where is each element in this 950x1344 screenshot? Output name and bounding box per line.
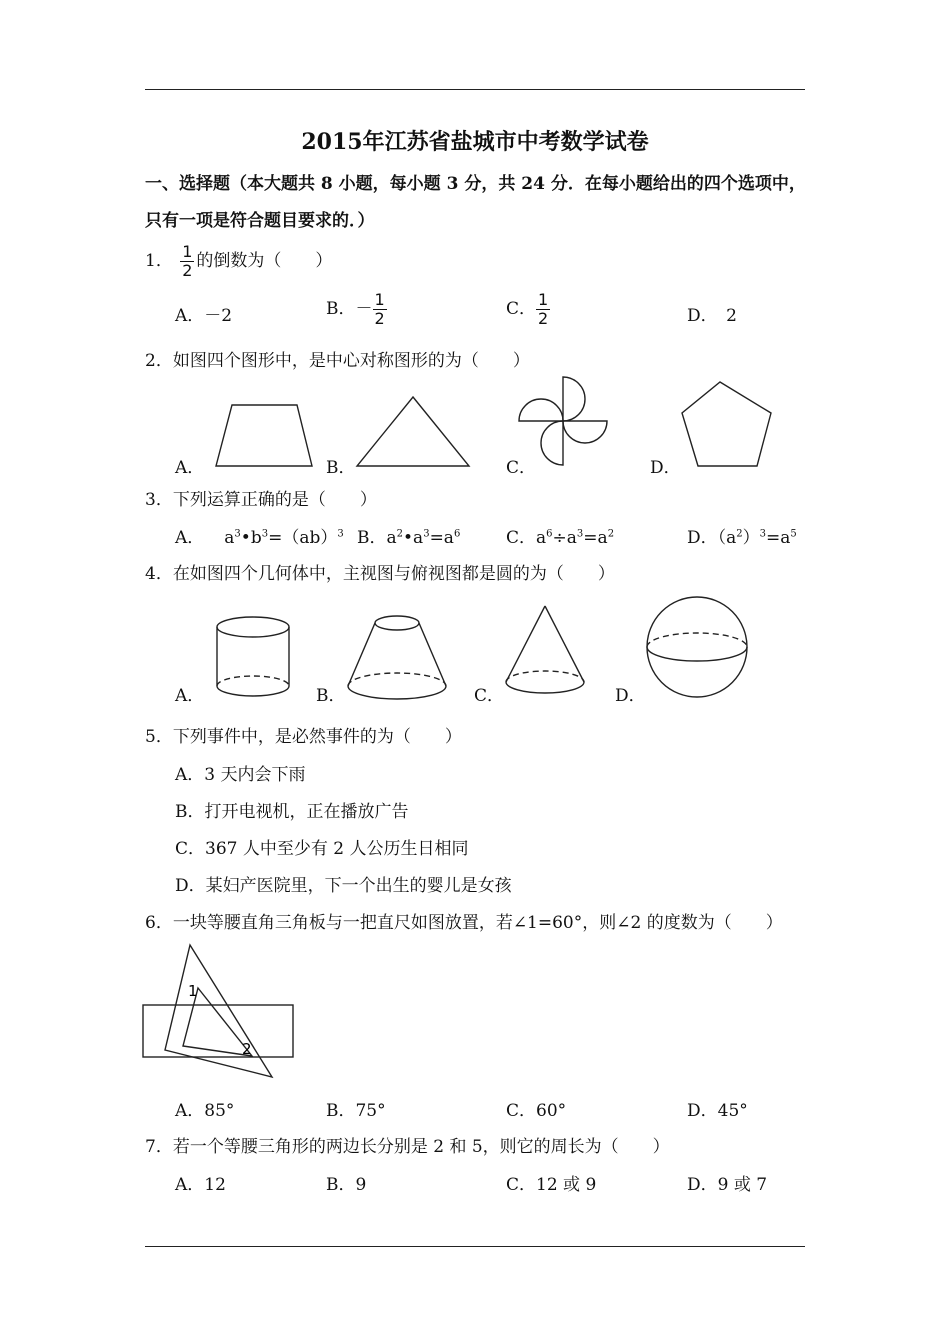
q2-label-c[interactable]: C．: [506, 458, 537, 478]
q4-label-b[interactable]: B．: [316, 686, 346, 706]
q3-b-part1: a: [386, 528, 397, 548]
q3-c-exp3: 2: [607, 528, 615, 540]
q3-b-part2: •a: [403, 528, 424, 548]
q4-label-d[interactable]: D．: [615, 686, 646, 706]
q3-b-exp3: 6: [453, 528, 461, 540]
q3-b-label: B．: [357, 528, 387, 548]
q6-option-a[interactable]: A．85°: [175, 1101, 235, 1121]
q3-c-part1: a: [536, 528, 547, 548]
q2-label-b[interactable]: B．: [326, 458, 356, 478]
q1-option-b-den: 2: [374, 309, 385, 328]
q5-option-a[interactable]: A．3 天内会下雨: [175, 765, 306, 785]
q1-option-b-num: 1: [374, 290, 385, 309]
q5-option-c[interactable]: C．367 人中至少有 2 人公历生日相同: [175, 839, 469, 859]
q6-option-d[interactable]: D．45°: [687, 1101, 748, 1121]
q2-label-d[interactable]: D．: [650, 458, 681, 478]
q3-c-exp1: 6: [546, 528, 553, 540]
q7-option-c[interactable]: C．12 或 9: [506, 1175, 597, 1195]
q3-d-exp3: 5: [790, 528, 797, 540]
q1-option-b-label: B．－: [326, 299, 373, 319]
q3-c-label: C．: [506, 528, 537, 548]
q3-d-exp2: 3: [759, 528, 767, 540]
q1-option-a[interactable]: A．－2: [175, 306, 233, 326]
q4-stem: 4．在如图四个几何体中，主视图与俯视图都是圆的为（ ）: [145, 564, 615, 584]
q5-stem: 5．下列事件中，是必然事件的为（ ）: [145, 727, 462, 747]
q3-c-part2: ÷a: [552, 528, 577, 548]
q7-option-d[interactable]: D．9 或 7: [687, 1175, 768, 1195]
q3-d-label: D．（a: [687, 528, 737, 548]
q2-stem: 2．如图四个图形中，是中心对称图形的为（ ）: [145, 351, 530, 371]
q7-option-a[interactable]: A．12: [175, 1175, 226, 1195]
q3-b-exp2: 3: [423, 528, 430, 540]
q1-frac-den: 2: [182, 261, 193, 280]
q3-a-label: A．: [175, 528, 205, 548]
q3-a-part2: •b: [240, 528, 262, 548]
q5-option-d[interactable]: D．某妇产医院里，下一个出生的婴儿是女孩: [175, 876, 512, 896]
q3-a-part3: =（ab）: [268, 528, 338, 548]
page-title: 2015年江苏省盐城市中考数学试卷: [301, 129, 649, 155]
footer-rule: [145, 1246, 805, 1247]
q3-a-exp3: 3: [337, 528, 344, 540]
q3-c-exp2: 3: [576, 528, 584, 540]
q1-option-d[interactable]: D． 2: [687, 306, 737, 326]
q3-a-exp1: 3: [234, 528, 241, 540]
q1-frac-num: 1: [182, 242, 193, 261]
q5-option-b[interactable]: B．打开电视机，正在播放广告: [175, 802, 409, 822]
q1-stem-text: 的倒数为（ ）: [196, 251, 333, 271]
q3-a-part1: a: [224, 528, 235, 548]
angle-1-label: 1: [188, 982, 198, 1000]
q6-option-b[interactable]: B．75°: [326, 1101, 386, 1121]
q1-option-c-den: 2: [538, 309, 549, 328]
q3-d-exp1: 2: [736, 528, 743, 540]
q3-b-exp1: 2: [396, 528, 404, 540]
q6-option-c[interactable]: C．60°: [506, 1101, 567, 1121]
q3-stem: 3．下列运算正确的是（ ）: [145, 490, 377, 510]
q3-c-part3: =a: [583, 528, 608, 548]
q3-b-part3: =a: [429, 528, 454, 548]
q1-option-c-num: 1: [538, 290, 549, 309]
q3-d-part3: =a: [766, 528, 791, 548]
q1-option-c-label: C．: [506, 299, 537, 319]
section-heading: 一、选择题（本大题共 8 小题，每小题 3 分，共 24 分．在每小题给出的四个选项中，只有一项是符合题目要求的．）: [145, 174, 806, 231]
q7-stem: 7．若一个等腰三角形的两边长分别是 2 和 5，则它的周长为（ ）: [145, 1137, 670, 1157]
q4-label-a[interactable]: A．: [175, 686, 205, 706]
q3-d-part2: ）: [742, 528, 760, 548]
angle-2-label: 2: [242, 1040, 252, 1058]
q4-label-c[interactable]: C．: [474, 686, 505, 706]
q3-a-exp2: 3: [261, 528, 269, 540]
q7-option-b[interactable]: B．9: [326, 1175, 367, 1195]
q6-stem: 6．一块等腰直角三角板与一把直尺如图放置，若∠1=60°，则∠2 的度数为（ ）: [145, 913, 783, 933]
q2-label-a[interactable]: A．: [175, 458, 205, 478]
q1-number: 1．: [145, 251, 173, 271]
